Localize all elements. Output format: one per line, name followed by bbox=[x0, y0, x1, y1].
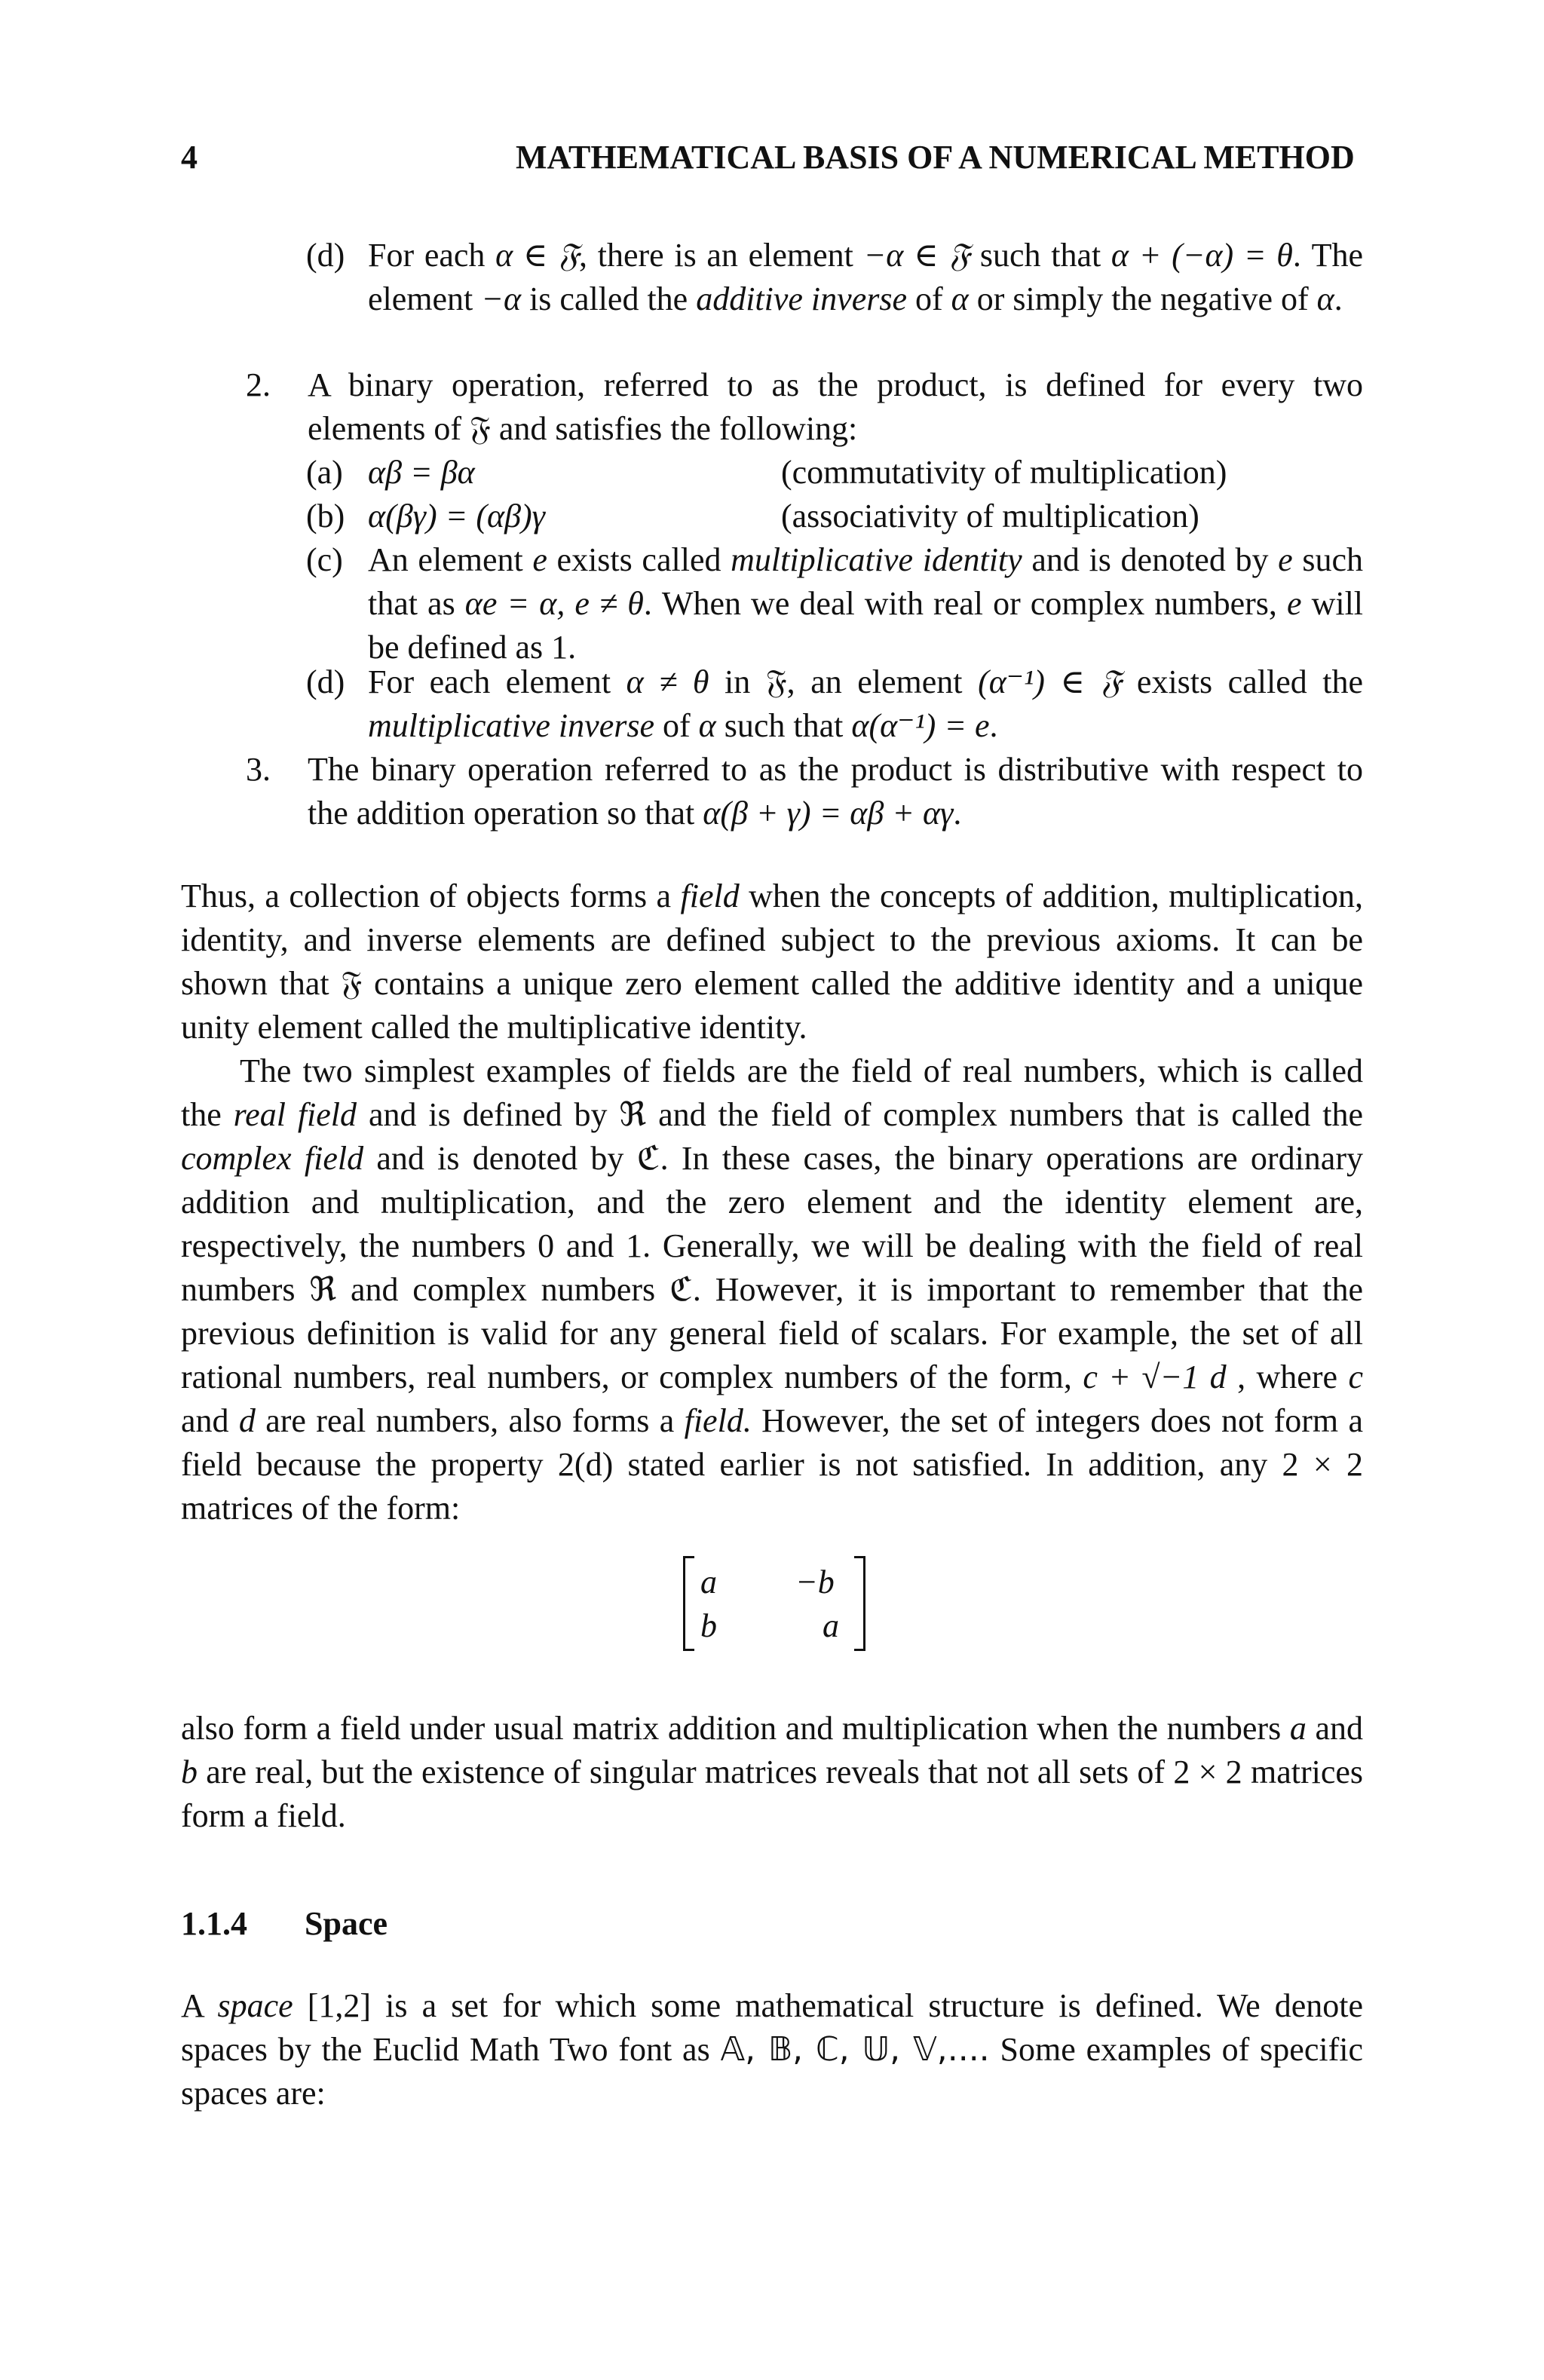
page-header bbox=[181, 136, 1363, 181]
text-run: . bbox=[989, 707, 998, 744]
math-inverse-eq: α(α⁻¹) = e bbox=[851, 707, 990, 744]
math-commutativity-eq: αβ = βα bbox=[368, 454, 475, 491]
axiom-2-text bbox=[308, 363, 1363, 451]
text-run: and is denoted by bbox=[363, 1140, 637, 1177]
text-run: . The element bbox=[368, 237, 1363, 317]
math-alpha-not-theta: α ≠ θ bbox=[626, 663, 709, 700]
text-run: For each element bbox=[368, 663, 626, 700]
section-title: Space bbox=[305, 1905, 388, 1942]
math-d: d bbox=[238, 1402, 256, 1439]
axiom-3-label: 3. bbox=[246, 751, 271, 788]
text-run: exists called the bbox=[1121, 663, 1364, 700]
text-run: such that bbox=[970, 237, 1111, 274]
term-field: field bbox=[680, 878, 740, 914]
text-run: and satisfies the following: bbox=[490, 410, 858, 447]
math-identity-eq: αe = α, e ≠ θ bbox=[464, 585, 644, 622]
text-run: in bbox=[709, 663, 766, 700]
matrix-cell: −b bbox=[795, 1564, 835, 1600]
text-run: , an element bbox=[786, 663, 979, 700]
text-run: and complex numbers bbox=[336, 1271, 669, 1308]
text-run: Thus, a collection of objects forms a bbox=[181, 878, 681, 914]
term-multiplicative-identity: multiplicative identity bbox=[731, 541, 1022, 578]
text-run: However, the set of integers does not form a field because the property 2(d) stated earlier is not satisfied. In addition, any 2 × 2 matrices of the form: bbox=[181, 1402, 1363, 1527]
text-run: . bbox=[953, 795, 962, 832]
text-run: of bbox=[907, 280, 951, 317]
axiom-2c-label: (c) bbox=[306, 541, 343, 578]
text-run: . bbox=[1334, 280, 1343, 317]
matrix-cell: a bbox=[823, 1607, 839, 1644]
text-run: also form a field under usual matrix addition and multiplication when the numbers bbox=[181, 1710, 1290, 1747]
text-run: are real, but the existence of singular matrices reveals that not all sets of 2 × 2 matrices form a field. bbox=[181, 1754, 1363, 1834]
paragraph-field-examples bbox=[181, 1049, 1363, 1530]
math-field-symbol: 𝔉 bbox=[341, 964, 363, 1003]
math-e: e bbox=[1278, 541, 1293, 578]
math-real-symbol: ℜ bbox=[309, 1270, 337, 1309]
text-run: . However, it is important to remember that the previous definition is valid for any general field of scalars. For example, the set of all rational numbers, real numbers, or complex numbers of the form, bbox=[181, 1271, 1363, 1395]
text-run: The binary operation referred to as the product is distributive with respect to the addition operation so that bbox=[308, 751, 1363, 832]
math-space-symbols: 𝔸, 𝔹, ℂ, 𝕌, 𝕍,.... bbox=[720, 2030, 990, 2069]
axiom-2d-text bbox=[368, 660, 1363, 748]
text-run: is called the bbox=[521, 280, 697, 317]
axiom-2d-label: (d) bbox=[306, 663, 345, 700]
text-run: and bbox=[1306, 1710, 1364, 1747]
section-number: 1.1.4 bbox=[181, 1905, 247, 1942]
math-e: e bbox=[1286, 585, 1302, 622]
text-run: For each bbox=[368, 237, 496, 274]
text-run: of bbox=[654, 707, 699, 744]
math-field-symbol: 𝔉 bbox=[470, 409, 491, 448]
text-run: . In these cases, the binary operations are ordinary addition and multiplication, and the zero element and the identity element are, respectively, the numbers 0 and 1. Generally, we will be dealing with the field of real numbers bbox=[181, 1140, 1363, 1308]
text-run: [1,2] is a set for which some mathematical structure is defined. We denote spaces by the Euclid Math Two font as bbox=[181, 1987, 1363, 2068]
axiom-2-label: 2. bbox=[246, 366, 271, 403]
text-run: will be defined as 1. bbox=[368, 585, 1364, 666]
text-run: are real numbers, also forms a bbox=[255, 1402, 685, 1439]
math-neg-alpha: −α bbox=[481, 280, 522, 317]
term-complex-field: complex field bbox=[181, 1140, 364, 1177]
running-title: MATHEMATICAL BASIS OF A NUMERICAL METHOD bbox=[516, 139, 1355, 176]
text-run: and is defined by bbox=[357, 1096, 620, 1133]
paragraph-space-definition bbox=[181, 1984, 1363, 2115]
math-associativity-eq: α(βγ) = (αβ)γ bbox=[368, 498, 545, 535]
text-run: The two simplest examples of fields are the field of real numbers, which is called the bbox=[181, 1052, 1363, 1133]
axiom-2b-label: (b) bbox=[306, 498, 345, 535]
math-complex-symbol: ℭ bbox=[636, 1139, 660, 1178]
text-run: , where bbox=[1226, 1358, 1349, 1395]
math-distributive-eq: α(β + γ) = αβ + αγ bbox=[703, 795, 954, 832]
text-run: and the field of complex numbers that is called the bbox=[646, 1096, 1363, 1133]
math-inverse-in-field: (α⁻¹) ∈ 𝔉 bbox=[978, 663, 1122, 700]
text-run: A bbox=[181, 1987, 218, 2024]
text-run: such that as bbox=[368, 541, 1363, 622]
math-b: b bbox=[181, 1754, 198, 1790]
math-c: c bbox=[1348, 1358, 1363, 1395]
text-run: such that bbox=[715, 707, 852, 744]
axiom-2b-note: (associativity of multiplication) bbox=[781, 498, 1199, 535]
math-a: a bbox=[1289, 1710, 1307, 1747]
term-field: field. bbox=[684, 1402, 752, 1439]
axiom-2c-text bbox=[368, 538, 1363, 669]
term-space: space bbox=[217, 1987, 293, 2024]
text-run: when the concepts of addition, multiplication, identity, and inverse elements are defined subject to the previous axioms. It can be shown that bbox=[181, 878, 1363, 1002]
text-run: exists called bbox=[547, 541, 731, 578]
term-additive-inverse: additive inverse bbox=[696, 280, 907, 317]
paragraph-field-definition bbox=[181, 875, 1363, 1049]
axiom-3-text bbox=[308, 748, 1363, 835]
math-complex-symbol: ℭ bbox=[669, 1270, 693, 1309]
term-multiplicative-inverse: multiplicative inverse bbox=[368, 707, 654, 744]
text-run: A binary operation, referred to as the product, is defined for every two elements of bbox=[308, 366, 1363, 447]
axiom-1d-text bbox=[368, 234, 1363, 321]
math-alpha-in-field: α ∈ 𝔉 bbox=[495, 237, 580, 274]
axiom-2a-label: (a) bbox=[306, 454, 343, 491]
text-run: Some examples of specific spaces are: bbox=[181, 2031, 1363, 2112]
math-alpha: α bbox=[1316, 280, 1334, 317]
matrix-2x2 bbox=[683, 1556, 865, 1651]
axiom-2d bbox=[306, 660, 1363, 748]
text-run: , there is an element bbox=[579, 237, 864, 274]
math-complex-form: c + √−1 d bbox=[1083, 1358, 1227, 1395]
text-run: or simply the negative of bbox=[968, 280, 1317, 317]
axiom-2a-note: (commutativity of multiplication) bbox=[781, 454, 1227, 491]
matrix-cell: b bbox=[700, 1607, 717, 1644]
axiom-1d-label: (d) bbox=[306, 237, 345, 274]
matrix-cell: a bbox=[700, 1564, 717, 1600]
math-alpha: α bbox=[951, 280, 969, 317]
math-field-symbol: 𝔉 bbox=[765, 663, 787, 701]
page-number: 4 bbox=[181, 139, 198, 176]
paragraph-matrix-field bbox=[181, 1707, 1363, 1838]
axiom-3 bbox=[246, 748, 1363, 835]
text-run: and bbox=[181, 1402, 239, 1439]
text-run: An element bbox=[368, 541, 533, 578]
axiom-1d bbox=[306, 234, 1363, 321]
math-e: e bbox=[532, 541, 547, 578]
term-real-field: real field bbox=[233, 1096, 357, 1133]
math-additive-inverse-eq: α + (−α) = θ bbox=[1111, 237, 1293, 274]
math-alpha: α bbox=[698, 707, 716, 744]
math-neg-alpha-in-field: −α ∈ 𝔉 bbox=[863, 237, 970, 274]
text-run: and is denoted by bbox=[1022, 541, 1279, 578]
math-real-symbol: ℜ bbox=[619, 1095, 647, 1134]
axiom-2c bbox=[306, 538, 1363, 669]
text-run: contains a unique zero element called the additive identity and a unique unity element called the multiplicative identity. bbox=[181, 965, 1363, 1046]
axiom-2 bbox=[246, 363, 1363, 451]
text-run: . When we deal with real or complex numbers, bbox=[643, 585, 1287, 622]
